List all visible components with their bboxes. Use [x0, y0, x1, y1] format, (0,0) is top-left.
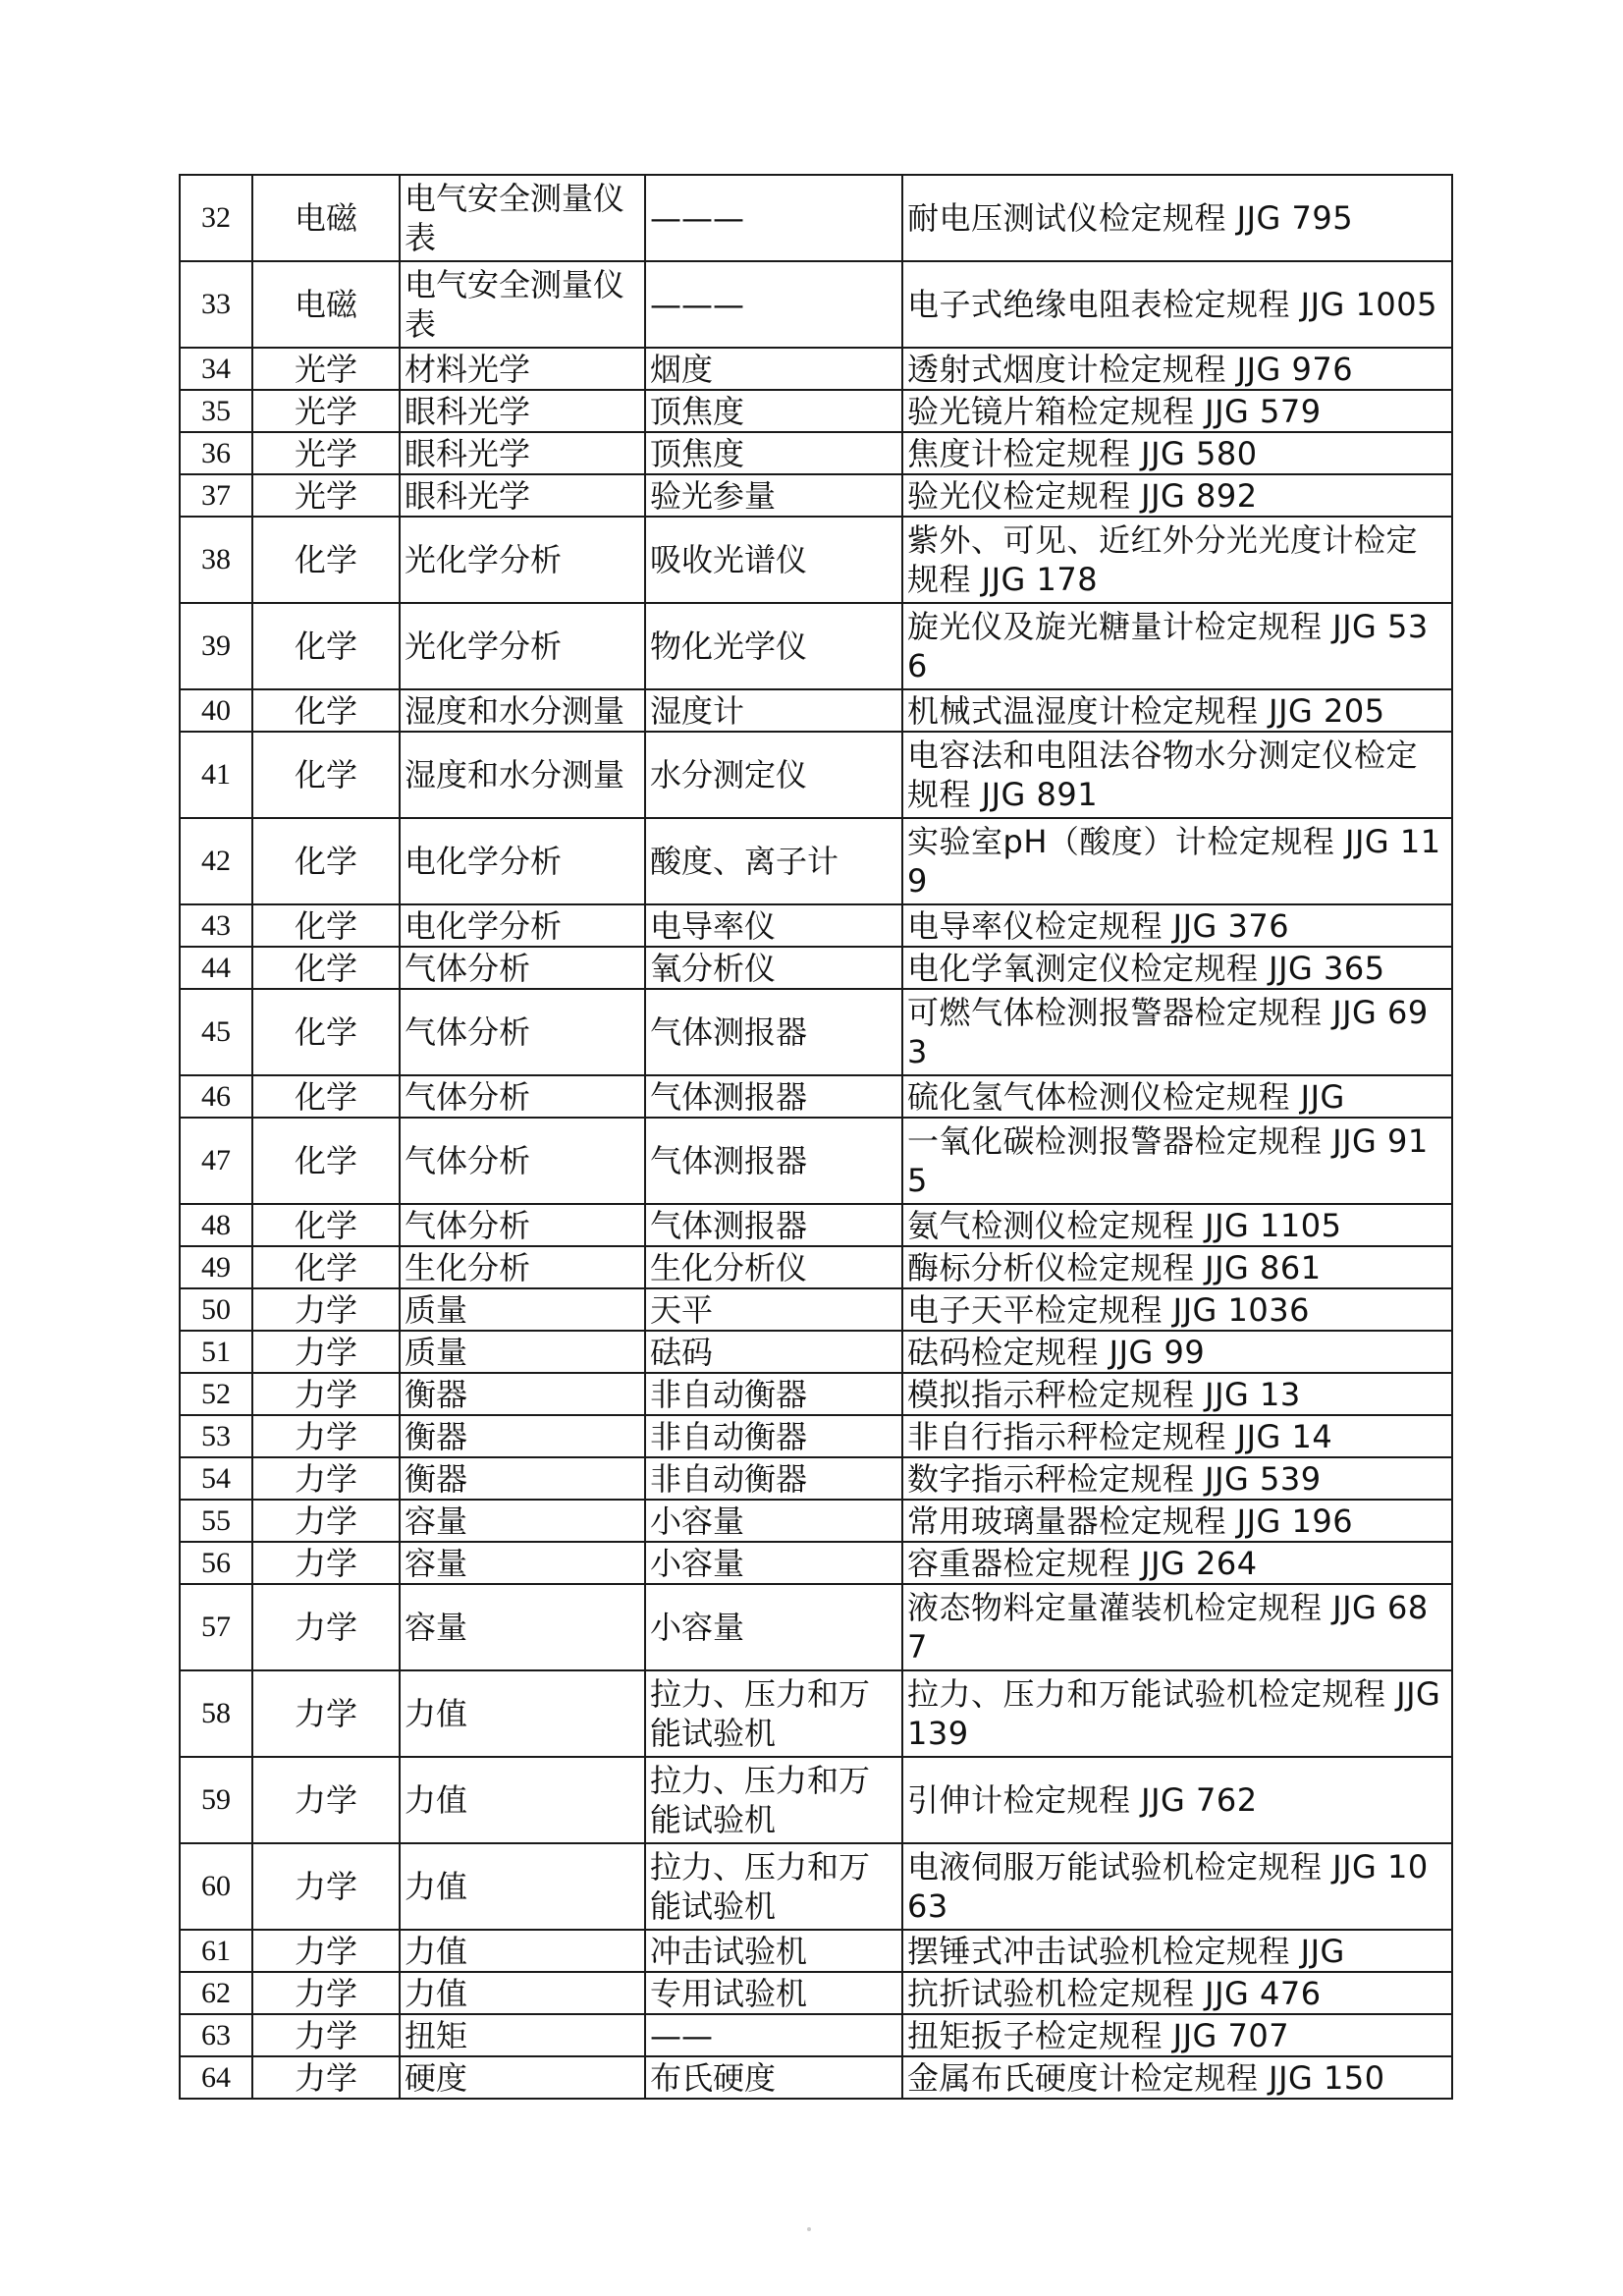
- row-number-cell: 64: [180, 2056, 252, 2099]
- subcategory-cell: 力值: [400, 1757, 645, 1843]
- standard-cell: 电子式绝缘电阻表检定规程 JJG 1005: [902, 261, 1452, 348]
- item-cell: 生化分析仪: [645, 1246, 902, 1288]
- category-cell: 力学: [252, 1288, 400, 1331]
- table-row: [180, 261, 1452, 348]
- standard-cell: 扭矩扳子检定规程 JJG 707: [902, 2014, 1452, 2056]
- subcategory-cell: 力值: [400, 1843, 645, 1930]
- category-cell: 化学: [252, 517, 400, 603]
- table-row: [180, 818, 1452, 904]
- subcategory-cell: 衡器: [400, 1373, 645, 1415]
- row-number-cell: 60: [180, 1843, 252, 1930]
- subcategory-cell: 电气安全测量仪表: [400, 261, 645, 348]
- standard-cell: 实验室pH（酸度）计检定规程 JJG 119: [902, 818, 1452, 904]
- category-cell: 电磁: [252, 261, 400, 348]
- category-cell: 化学: [252, 1246, 400, 1288]
- item-cell: 专用试验机: [645, 1972, 902, 2014]
- subcategory-cell: 湿度和水分测量: [400, 689, 645, 732]
- standard-cell: 摆锤式冲击试验机检定规程 JJG: [902, 1930, 1452, 1972]
- subcategory-cell: 扭矩: [400, 2014, 645, 2056]
- subcategory-cell: 湿度和水分测量: [400, 732, 645, 818]
- table-row: [180, 1075, 1452, 1118]
- standard-cell: 拉力、压力和万能试验机检定规程 JJG 139: [902, 1670, 1452, 1757]
- category-cell: 化学: [252, 1204, 400, 1246]
- subcategory-cell: 光化学分析: [400, 517, 645, 603]
- table-row: [180, 348, 1452, 390]
- table-row: [180, 1415, 1452, 1457]
- standard-cell: 硫化氢气体检测仪检定规程 JJG: [902, 1075, 1452, 1118]
- standard-cell: 砝码检定规程 JJG 99: [902, 1331, 1452, 1373]
- item-cell: 酸度、离子计: [645, 818, 902, 904]
- row-number-cell: 53: [180, 1415, 252, 1457]
- category-cell: 光学: [252, 390, 400, 432]
- standard-cell: 紫外、可见、近红外分光光度计检定 规程 JJG 178: [902, 517, 1452, 603]
- table-row: [180, 1930, 1452, 1972]
- subcategory-cell: 材料光学: [400, 348, 645, 390]
- subcategory-cell: 生化分析: [400, 1246, 645, 1288]
- subcategory-cell: 力值: [400, 1670, 645, 1757]
- item-cell: 物化光学仪: [645, 603, 902, 689]
- category-cell: 力学: [252, 1500, 400, 1542]
- subcategory-cell: 气体分析: [400, 1118, 645, 1204]
- table-row: [180, 175, 1452, 261]
- category-cell: 力学: [252, 2014, 400, 2056]
- subcategory-cell: 气体分析: [400, 947, 645, 989]
- subcategory-cell: 电气安全测量仪表: [400, 175, 645, 261]
- table-row: [180, 1246, 1452, 1288]
- standard-cell: 酶标分析仪检定规程 JJG 861: [902, 1246, 1452, 1288]
- item-cell: ——: [645, 2014, 902, 2056]
- item-cell: 吸收光谱仪: [645, 517, 902, 603]
- standard-cell: 液态物料定量灌装机检定规程 JJG 687: [902, 1584, 1452, 1670]
- row-number-cell: 45: [180, 989, 252, 1075]
- category-cell: 电磁: [252, 175, 400, 261]
- table-row: [180, 1500, 1452, 1542]
- standard-cell: 验光仪检定规程 JJG 892: [902, 474, 1452, 517]
- item-cell: 顶焦度: [645, 432, 902, 474]
- category-cell: 力学: [252, 1457, 400, 1500]
- row-number-cell: 50: [180, 1288, 252, 1331]
- standard-cell: 透射式烟度计检定规程 JJG 976: [902, 348, 1452, 390]
- table-row: [180, 1288, 1452, 1331]
- standard-cell: 引伸计检定规程 JJG 762: [902, 1757, 1452, 1843]
- row-number-cell: 46: [180, 1075, 252, 1118]
- row-number-cell: 58: [180, 1670, 252, 1757]
- row-number-cell: 40: [180, 689, 252, 732]
- category-cell: 力学: [252, 2056, 400, 2099]
- item-cell: 拉力、压力和万能试验机: [645, 1757, 902, 1843]
- category-cell: 化学: [252, 732, 400, 818]
- row-number-cell: 38: [180, 517, 252, 603]
- category-cell: 力学: [252, 1373, 400, 1415]
- table-row: [180, 1972, 1452, 2014]
- standard-cell: 可燃气体检测报警器检定规程 JJG 693: [902, 989, 1452, 1075]
- subcategory-cell: 气体分析: [400, 989, 645, 1075]
- table-row: [180, 1204, 1452, 1246]
- table-row: [180, 1584, 1452, 1670]
- subcategory-cell: 电化学分析: [400, 818, 645, 904]
- category-cell: 化学: [252, 989, 400, 1075]
- row-number-cell: 36: [180, 432, 252, 474]
- table-row: [180, 432, 1452, 474]
- row-number-cell: 44: [180, 947, 252, 989]
- row-number-cell: 54: [180, 1457, 252, 1500]
- standard-cell: 氨气检测仪检定规程 JJG 1105: [902, 1204, 1452, 1246]
- standard-cell: 一氧化碳检测报警器检定规程 JJG 915: [902, 1118, 1452, 1204]
- category-cell: 化学: [252, 818, 400, 904]
- category-cell: 化学: [252, 904, 400, 947]
- standard-cell: 电化学氧测定仪检定规程 JJG 365: [902, 947, 1452, 989]
- row-number-cell: 34: [180, 348, 252, 390]
- table-row: [180, 1373, 1452, 1415]
- item-cell: 烟度: [645, 348, 902, 390]
- table-row: [180, 390, 1452, 432]
- item-cell: 小容量: [645, 1500, 902, 1542]
- item-cell: 气体测报器: [645, 1075, 902, 1118]
- row-number-cell: 48: [180, 1204, 252, 1246]
- item-cell: 冲击试验机: [645, 1930, 902, 1972]
- row-number-cell: 43: [180, 904, 252, 947]
- category-cell: 力学: [252, 1331, 400, 1373]
- standard-cell: 模拟指示秤检定规程 JJG 13: [902, 1373, 1452, 1415]
- item-cell: 砝码: [645, 1331, 902, 1373]
- subcategory-cell: 衡器: [400, 1457, 645, 1500]
- item-cell: ———: [645, 261, 902, 348]
- standard-cell: 电容法和电阻法谷物水分测定仪检定 规程 JJG 891: [902, 732, 1452, 818]
- item-cell: 气体测报器: [645, 1118, 902, 1204]
- table-row: [180, 1457, 1452, 1500]
- table-row: [180, 732, 1452, 818]
- standard-cell: 常用玻璃量器检定规程 JJG 196: [902, 1500, 1452, 1542]
- subcategory-cell: 衡器: [400, 1415, 645, 1457]
- subcategory-cell: 电化学分析: [400, 904, 645, 947]
- standard-cell: 非自行指示秤检定规程 JJG 14: [902, 1415, 1452, 1457]
- category-cell: 光学: [252, 348, 400, 390]
- row-number-cell: 39: [180, 603, 252, 689]
- category-cell: 化学: [252, 947, 400, 989]
- category-cell: 力学: [252, 1972, 400, 2014]
- standard-cell: 电液伺服万能试验机检定规程 JJG 1063: [902, 1843, 1452, 1930]
- category-cell: 力学: [252, 1757, 400, 1843]
- row-number-cell: 59: [180, 1757, 252, 1843]
- item-cell: ———: [645, 175, 902, 261]
- table-row: [180, 989, 1452, 1075]
- standard-cell: 验光镜片箱检定规程 JJG 579: [902, 390, 1452, 432]
- category-cell: 力学: [252, 1670, 400, 1757]
- row-number-cell: 41: [180, 732, 252, 818]
- subcategory-cell: 容量: [400, 1500, 645, 1542]
- row-number-cell: 49: [180, 1246, 252, 1288]
- subcategory-cell: 质量: [400, 1331, 645, 1373]
- subcategory-cell: 光化学分析: [400, 603, 645, 689]
- subcategory-cell: 力值: [400, 1972, 645, 2014]
- table-row: [180, 474, 1452, 517]
- subcategory-cell: 眼科光学: [400, 390, 645, 432]
- standard-cell: 耐电压测试仪检定规程 JJG 795: [902, 175, 1452, 261]
- row-number-cell: 52: [180, 1373, 252, 1415]
- table-row: [180, 2056, 1452, 2099]
- category-cell: 力学: [252, 1930, 400, 1972]
- category-cell: 化学: [252, 603, 400, 689]
- table-row: [180, 1843, 1452, 1930]
- category-cell: 光学: [252, 474, 400, 517]
- category-cell: 力学: [252, 1843, 400, 1930]
- table-row: [180, 904, 1452, 947]
- table-row: [180, 603, 1452, 689]
- item-cell: 电导率仪: [645, 904, 902, 947]
- table-row: [180, 2014, 1452, 2056]
- row-number-cell: 35: [180, 390, 252, 432]
- subcategory-cell: 硬度: [400, 2056, 645, 2099]
- item-cell: 拉力、压力和万能试验机: [645, 1670, 902, 1757]
- standard-cell: 旋光仪及旋光糖量计检定规程 JJG 536: [902, 603, 1452, 689]
- standards-table: [179, 174, 1453, 2100]
- category-cell: 化学: [252, 1075, 400, 1118]
- row-number-cell: 32: [180, 175, 252, 261]
- item-cell: 拉力、压力和万能试验机: [645, 1843, 902, 1930]
- table-row: [180, 1542, 1452, 1584]
- row-number-cell: 47: [180, 1118, 252, 1204]
- category-cell: 力学: [252, 1415, 400, 1457]
- item-cell: 验光参量: [645, 474, 902, 517]
- table-row: [180, 689, 1452, 732]
- subcategory-cell: 容量: [400, 1542, 645, 1584]
- subcategory-cell: 质量: [400, 1288, 645, 1331]
- row-number-cell: 42: [180, 818, 252, 904]
- subcategory-cell: 气体分析: [400, 1075, 645, 1118]
- item-cell: 湿度计: [645, 689, 902, 732]
- row-number-cell: 51: [180, 1331, 252, 1373]
- page-dot: [807, 2227, 811, 2231]
- table-row: [180, 1118, 1452, 1204]
- standard-cell: 机械式温湿度计检定规程 JJG 205: [902, 689, 1452, 732]
- row-number-cell: 61: [180, 1930, 252, 1972]
- table-row: [180, 1670, 1452, 1757]
- category-cell: 化学: [252, 1118, 400, 1204]
- subcategory-cell: 眼科光学: [400, 474, 645, 517]
- standard-cell: 容重器检定规程 JJG 264: [902, 1542, 1452, 1584]
- row-number-cell: 63: [180, 2014, 252, 2056]
- row-number-cell: 62: [180, 1972, 252, 2014]
- table-row: [180, 517, 1452, 603]
- row-number-cell: 37: [180, 474, 252, 517]
- row-number-cell: 55: [180, 1500, 252, 1542]
- category-cell: 光学: [252, 432, 400, 474]
- subcategory-cell: 力值: [400, 1930, 645, 1972]
- standard-cell: 电导率仪检定规程 JJG 376: [902, 904, 1452, 947]
- item-cell: 水分测定仪: [645, 732, 902, 818]
- table-row: [180, 1757, 1452, 1843]
- standard-cell: 数字指示秤检定规程 JJG 539: [902, 1457, 1452, 1500]
- subcategory-cell: 气体分析: [400, 1204, 645, 1246]
- standard-cell: 焦度计检定规程 JJG 580: [902, 432, 1452, 474]
- item-cell: 小容量: [645, 1542, 902, 1584]
- item-cell: 小容量: [645, 1584, 902, 1670]
- table-body: [180, 175, 1452, 2099]
- subcategory-cell: 眼科光学: [400, 432, 645, 474]
- item-cell: 非自动衡器: [645, 1415, 902, 1457]
- subcategory-cell: 容量: [400, 1584, 645, 1670]
- standard-cell: 抗折试验机检定规程 JJG 476: [902, 1972, 1452, 2014]
- item-cell: 顶焦度: [645, 390, 902, 432]
- item-cell: 气体测报器: [645, 1204, 902, 1246]
- row-number-cell: 57: [180, 1584, 252, 1670]
- item-cell: 非自动衡器: [645, 1457, 902, 1500]
- table-row: [180, 947, 1452, 989]
- category-cell: 化学: [252, 689, 400, 732]
- standard-cell: 电子天平检定规程 JJG 1036: [902, 1288, 1452, 1331]
- item-cell: 氧分析仪: [645, 947, 902, 989]
- standard-cell: 金属布氏硬度计检定规程 JJG 150: [902, 2056, 1452, 2099]
- item-cell: 布氏硬度: [645, 2056, 902, 2099]
- item-cell: 非自动衡器: [645, 1373, 902, 1415]
- item-cell: 天平: [645, 1288, 902, 1331]
- item-cell: 气体测报器: [645, 989, 902, 1075]
- row-number-cell: 56: [180, 1542, 252, 1584]
- table-row: [180, 1331, 1452, 1373]
- category-cell: 力学: [252, 1584, 400, 1670]
- category-cell: 力学: [252, 1542, 400, 1584]
- row-number-cell: 33: [180, 261, 252, 348]
